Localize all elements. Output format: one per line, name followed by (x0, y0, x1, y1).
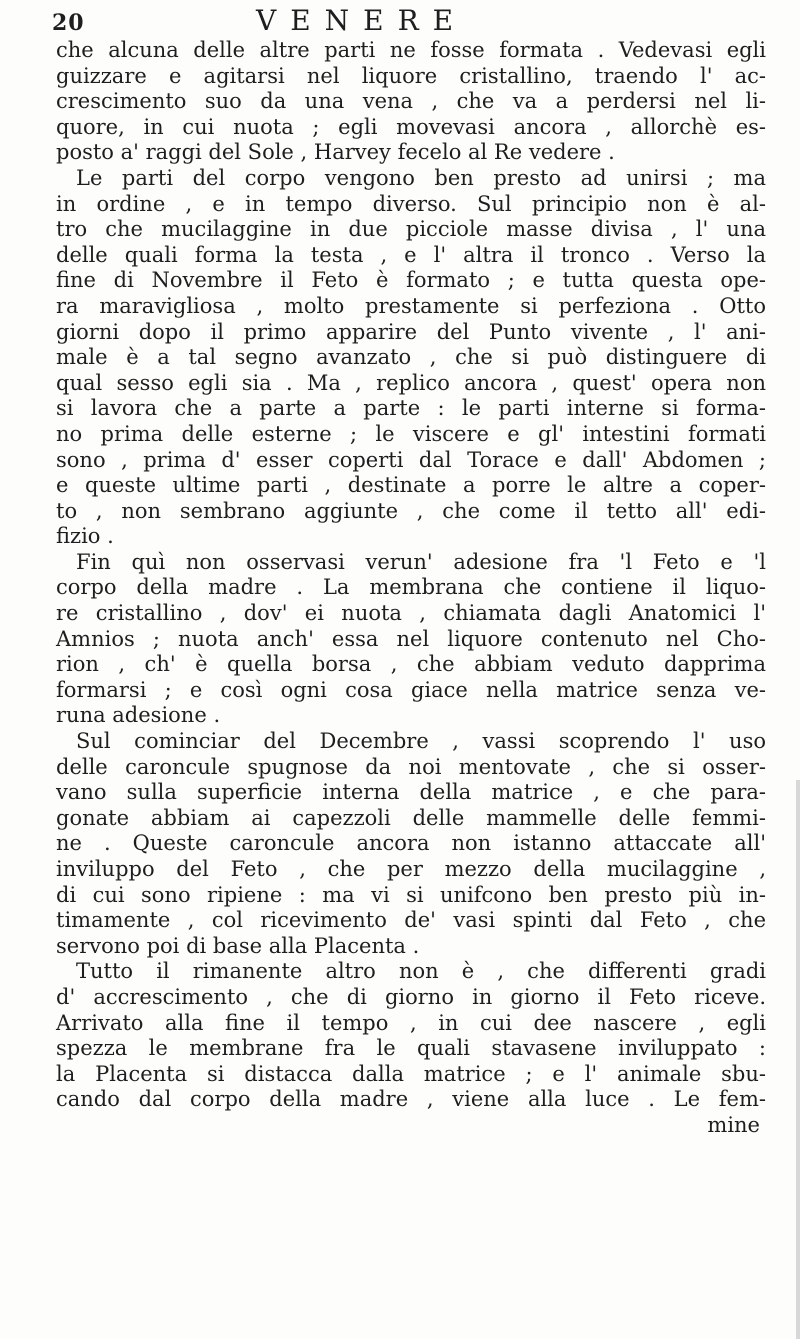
text-line: Tutto il rimanente altro non è , che differenti gradi (76, 959, 766, 984)
text-line: timamente , col ricevimento de' vasi spinti dal Feto , che (56, 908, 766, 933)
text-line: rion , ch' è quella borsa , che abbiam veduto dapprima (56, 652, 766, 677)
text-line: Le parti del corpo vengono ben presto ad unirsi ; ma (76, 165, 766, 190)
text-line: runa adesione . (56, 703, 221, 728)
page-header (52, 4, 772, 38)
text-line: posto a' raggi del Sole , Harvey fecelo al Re vedere . (56, 140, 615, 165)
text-line: spezza le membrane fra le quali stavasene inviluppato : (56, 1036, 766, 1061)
text-line: giorni dopo il primo apparire del Punto vivente , l' ani- (56, 319, 766, 344)
text-line: mine (707, 1112, 760, 1137)
text-line: la Placenta si distacca dalla matrice ; e l' animale sbu- (56, 1061, 766, 1086)
text-line: ne . Queste caroncule ancora non istanno attaccate all' (56, 831, 766, 856)
text-line: tro che mucilaggine in due picciole masse divisa , l' una (56, 217, 766, 242)
text-line: formarsi ; e così ogni cosa giace nella matrice senza ve- (56, 677, 766, 702)
text-line: Arrivato alla fine il tempo , in cui dee nascere , egli (56, 1010, 766, 1035)
text-line: sono , prima d' esser coperti dal Torace e dall' Abdomen ; (56, 447, 766, 472)
text-line: Sul cominciar del Decembre , vassi scoprendo l' uso (76, 729, 766, 754)
text-line: che alcuna delle altre parti ne fosse formata . Vedevasi egli (56, 38, 766, 62)
text-line: delle caroncule spugnose da noi mentovate , che si osser- (56, 754, 766, 779)
text-line: servono poi di base alla Placenta . (56, 933, 420, 958)
text-line: inviluppo del Feto , che per mezzo della mucilaggine , (56, 857, 766, 881)
text-line: no prima delle esterne ; le viscere e gl' intestini formati (56, 421, 766, 446)
body-text (56, 38, 766, 1139)
page-edge-shadow (796, 780, 800, 1339)
text-line: qual sesso egli sia . Ma , replico ancora , quest' opera non (56, 370, 766, 395)
text-line: d' accrescimento , che di giorno in giorno il Feto riceve. (56, 984, 766, 1009)
text-line: gonate abbiam ai capezzoli delle mammelle delle femmi- (56, 805, 766, 830)
text-line: guizzare e agitarsi nel liquore cristallino, traendo l' ac- (56, 63, 766, 88)
text-line: si lavora che a parte a parte : le parti interne si forma- (56, 396, 766, 421)
text-line: ra maravigliosa , molto prestamente si perfeziona . Otto (56, 293, 766, 318)
text-line: crescimento suo da una vena , che va a perdersi nel li- (56, 89, 766, 114)
text-line: quore, in cui nuota ; egli movevasi ancora , allorchè es- (56, 114, 766, 139)
text-line: fine di Novembre il Feto è formato ; e tutta questa ope- (56, 268, 766, 293)
text-line: to , non sembrano aggiunte , che come il tetto all' edi- (56, 498, 766, 523)
text-line: male è a tal segno avanzato , che si può distinguere di (56, 345, 766, 370)
running-head: VENERE (256, 4, 468, 37)
page-number: 20 (52, 10, 85, 36)
text-line: Amnios ; nuota anch' essa nel liquore contenuto nel Cho- (56, 626, 766, 651)
text-line: vano sulla superficie interna della matrice , e che para- (56, 780, 766, 805)
text-line: cando dal corpo della madre , viene alla luce . Le fem- (56, 1087, 766, 1112)
text-line: fizio . (56, 524, 114, 549)
text-line: Fin quì non osservasi verun' adesione fra 'l Feto e 'l (76, 549, 766, 574)
text-line: in ordine , e in tempo diverso. Sul principio non è al- (56, 191, 766, 216)
text-line: delle quali forma la testa , e l' altra il tronco . Verso la (56, 242, 766, 267)
text-line: re cristallino , dov' ei nuota , chiamata dagli Anatomici l' (56, 601, 766, 626)
text-line: di cui sono ripiene : ma vi si unifcono ben presto più in- (56, 882, 766, 907)
text-line: corpo della madre . La membrana che contiene il liquo- (56, 575, 766, 600)
text-line: e queste ultime parti , destinate a porre le altre a coper- (56, 473, 766, 498)
